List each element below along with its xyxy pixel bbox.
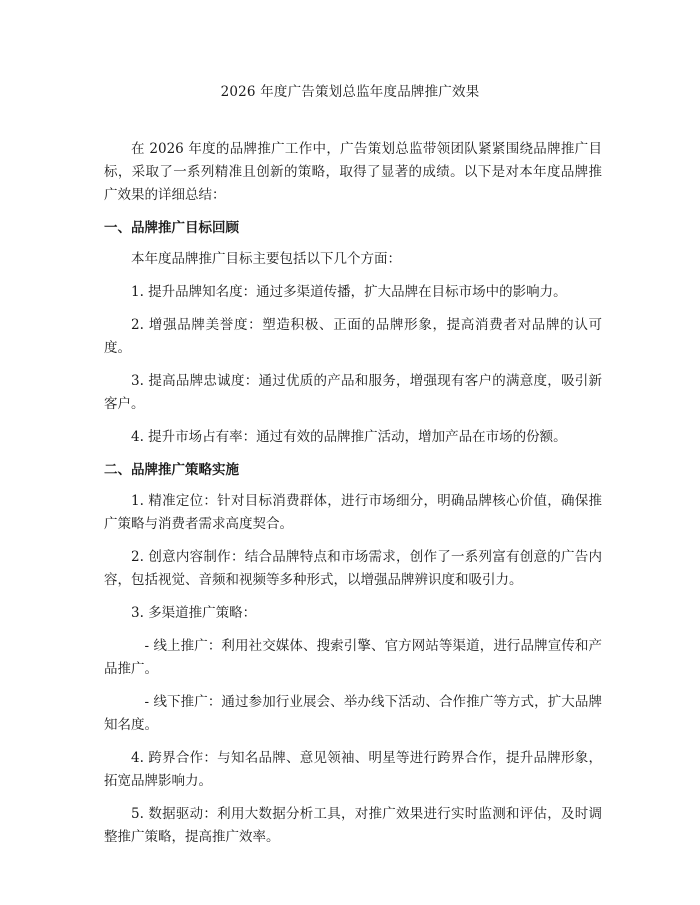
strategy-subitem: - 线下推广：通过参加行业展会、举办线下活动、合作推广等方式，扩大品牌知名度。: [104, 694, 602, 733]
intro-paragraph: 在 2026 年度的品牌推广工作中，广告策划总监带领团队紧紧围绕品牌推广目标，采取了一系列精准且创新的策略，取得了显著的成绩。以下是对本年度品牌推广效果的详细总结：: [104, 141, 602, 203]
goal-item: 2. 增强品牌美誉度：塑造积极、正面的品牌形象，提高消费者对品牌的认可度。: [104, 317, 602, 356]
goal-item: 1. 提升品牌知名度：通过多渠道传播，扩大品牌在目标市场中的影响力。: [131, 284, 567, 300]
strategy-item: 4. 跨界合作：与知名品牌、意见领袖、明星等进行跨界合作，提升品牌形象，拓宽品牌影响力。: [104, 750, 602, 789]
goal-item: 4. 提升市场占有率：通过有效的品牌推广活动，增加产品在市场的份额。: [131, 429, 567, 445]
goal-item: 3. 提高品牌忠诚度：通过优质的产品和服务，增强现有客户的满意度，吸引新客户。: [104, 373, 602, 412]
section-heading-goals: 一、品牌推广目标回顾: [104, 220, 239, 236]
section-heading-strategy: 二、品牌推广策略实施: [104, 462, 239, 478]
strategy-item: 1. 精准定位：针对目标消费群体，进行市场细分，明确品牌核心价值，确保推广策略与消费者需求高度契合。: [104, 493, 602, 532]
strategy-item: 3. 多渠道推广策略：: [131, 605, 257, 621]
document-body: [104, 138, 602, 859]
strategy-subitem: - 线上推广：利用社交媒体、搜索引擎、官方网站等渠道，进行品牌宣传和产品推广。: [104, 638, 602, 677]
strategy-item: 2. 创意内容制作：结合品牌特点和市场需求，创作了一系列富有创意的广告内容，包括视觉、音频和视频等多种形式，以增强品牌辨识度和吸引力。: [104, 549, 602, 588]
document-title: 2026 年度广告策划总监年度品牌推广效果: [220, 84, 480, 100]
strategy-item: 5. 数据驱动：利用大数据分析工具，对推广效果进行实时监测和评估，及时调整推广策略，提高推广效率。: [104, 806, 602, 845]
section-goals-lead: 本年度品牌推广目标主要包括以下几个方面：: [131, 251, 401, 267]
